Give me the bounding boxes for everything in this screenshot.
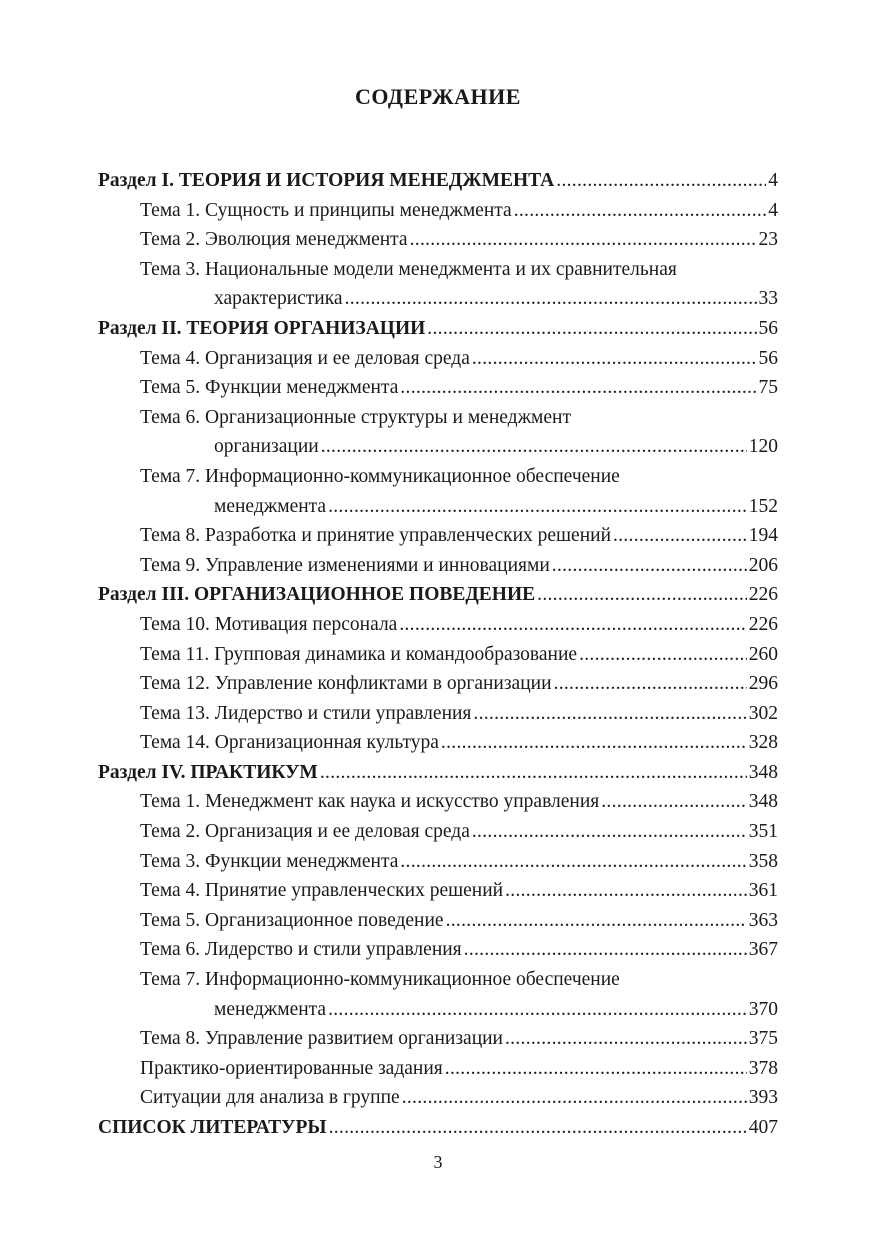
toc-entry-continuation[interactable]	[98, 284, 778, 314]
toc-leader-dots	[552, 551, 747, 581]
toc-entry-page: 4	[768, 170, 778, 191]
toc-entry-text: Тема 7. Информационно-коммуникационное обеспечение	[140, 465, 620, 487]
toc-leader-dots	[410, 225, 757, 255]
toc-leader-dots	[514, 196, 767, 226]
toc-entry-text: Ситуации для анализа в группе	[140, 1087, 400, 1109]
toc-leader-dots	[445, 1054, 747, 1084]
toc-entry-page: 378	[748, 1057, 778, 1079]
toc-entry[interactable]	[98, 906, 778, 936]
toc-leader-dots	[329, 1113, 747, 1143]
toc-entry-page: 296	[748, 673, 778, 695]
toc-entry-text: Тема 8. Управление развитием организации	[140, 1028, 503, 1050]
toc-entry-text: Тема 3. Функции менеджмента	[140, 850, 399, 872]
toc-entry-text: Тема 4. Организация и ее деловая среда	[140, 347, 470, 369]
toc-entry-text: менеджмента	[214, 495, 327, 517]
toc-entry[interactable]	[98, 255, 778, 285]
toc-entry-text: Тема 13. Лидерство и стили управления	[140, 702, 472, 724]
toc-entry-text: Тема 1. Менеджмент как наука и искусство управления	[140, 791, 600, 813]
toc-entry-page: 33	[758, 288, 778, 310]
toc-entry[interactable]	[98, 787, 778, 817]
toc-entry-page: 361	[748, 880, 778, 902]
toc-entry[interactable]	[98, 935, 778, 965]
toc-entry[interactable]	[98, 225, 778, 255]
toc-entry-page: 75	[758, 377, 778, 399]
toc-entry-page: 260	[748, 643, 778, 665]
toc-entry-section[interactable]	[98, 758, 778, 788]
toc-entry-section[interactable]	[98, 166, 778, 196]
toc-entry-section[interactable]	[98, 1113, 778, 1143]
toc-entry-text: Практико-ориентированные задания	[140, 1057, 443, 1079]
toc-leader-dots	[328, 492, 747, 522]
toc-leader-dots	[400, 373, 756, 403]
toc-entry-text: Тема 5. Организационное поведение	[140, 909, 444, 931]
toc-entry-page: 393	[748, 1087, 778, 1109]
toc-entry-text: Тема 12. Управление конфликтами в организации	[140, 673, 552, 695]
toc-leader-dots	[345, 284, 757, 314]
toc-entry-page: 56	[758, 317, 778, 339]
toc-entry[interactable]	[98, 344, 778, 374]
toc-entry-page: 23	[758, 229, 778, 251]
toc-entry-text: характеристика	[214, 288, 343, 310]
toc-leader-dots	[328, 995, 747, 1025]
toc-leader-dots	[601, 787, 747, 817]
toc-entry-page: 367	[748, 939, 778, 961]
toc-entry-page: 4	[768, 199, 778, 221]
toc-leader-dots	[402, 1083, 747, 1113]
toc-leader-dots	[472, 817, 747, 847]
toc-leader-dots	[537, 580, 747, 610]
page-number: 3	[433, 1152, 443, 1172]
toc-entry-section[interactable]	[98, 314, 778, 344]
toc-entry[interactable]	[98, 462, 778, 492]
toc-entry-text: Тема 5. Функции менеджмента	[140, 377, 399, 399]
toc-entry[interactable]	[98, 1024, 778, 1054]
toc-entry[interactable]	[98, 1083, 778, 1113]
toc-entry-page: 351	[748, 821, 778, 843]
toc-entry[interactable]	[98, 847, 778, 877]
toc-entry-page: 302	[748, 702, 778, 724]
toc-entry-page: 363	[748, 909, 778, 931]
toc-entry[interactable]	[98, 551, 778, 581]
toc-leader-dots	[400, 847, 746, 877]
toc-entry-section[interactable]	[98, 580, 778, 610]
table-of-contents	[98, 166, 778, 1143]
toc-entry-text: Раздел III. ОРГАНИЗАЦИОННОЕ ПОВЕДЕНИЕ	[98, 584, 536, 606]
toc-entry[interactable]	[98, 1054, 778, 1084]
toc-entry[interactable]	[98, 521, 778, 551]
toc-entry-text: Тема 1. Сущность и принципы менеджмента	[140, 199, 512, 221]
toc-entry[interactable]	[98, 699, 778, 729]
toc-leader-dots	[399, 610, 746, 640]
toc-entry[interactable]	[98, 817, 778, 847]
toc-entry-page: 348	[748, 761, 778, 783]
toc-leader-dots	[505, 1024, 747, 1054]
toc-entry-page: 120	[748, 436, 778, 458]
toc-entry-text: Тема 9. Управление изменениями и инновациями	[140, 554, 550, 576]
toc-entry-text: Тема 10. Мотивация персонала	[140, 613, 398, 635]
toc-entry-continuation[interactable]	[98, 432, 778, 462]
toc-entry[interactable]	[98, 728, 778, 758]
toc-entry-text: Раздел IV. ПРАКТИКУМ	[98, 761, 318, 783]
toc-entry-continuation[interactable]	[98, 492, 778, 522]
toc-entry[interactable]	[98, 640, 778, 670]
toc-entry-page: 152	[748, 495, 778, 517]
toc-entry-page: 358	[748, 850, 778, 872]
toc-entry-page: 194	[748, 525, 778, 547]
toc-entry-page: 370	[748, 998, 778, 1020]
toc-entry-page: 348	[748, 791, 778, 813]
toc-entry-text: Раздел II. ТЕОРИЯ ОРГАНИЗАЦИИ	[98, 317, 426, 339]
toc-leader-dots	[613, 521, 747, 551]
toc-entry-text: СПИСОК ЛИТЕРАТУРЫ	[98, 1117, 327, 1138]
toc-entry[interactable]	[98, 876, 778, 906]
toc-leader-dots	[554, 669, 747, 699]
toc-entry-text: Тема 7. Информационно-коммуникационное обеспечение	[140, 969, 620, 991]
toc-entry[interactable]	[98, 610, 778, 640]
toc-leader-dots	[320, 758, 747, 788]
toc-entry[interactable]	[98, 965, 778, 995]
toc-entry-page: 328	[748, 732, 778, 754]
toc-entry-text: Тема 2. Организация и ее деловая среда	[140, 821, 470, 843]
toc-entry-text: Тема 11. Групповая динамика и командообразование	[140, 643, 578, 665]
toc-leader-dots	[446, 906, 747, 936]
toc-entry-page: 226	[748, 584, 778, 606]
toc-entry-page: 375	[748, 1028, 778, 1050]
toc-leader-dots	[505, 876, 747, 906]
toc-entry-page: 226	[748, 613, 778, 635]
page-title: СОДЕРЖАНИЕ	[355, 84, 521, 109]
toc-entry-text: Тема 14. Организационная культура	[140, 732, 439, 754]
toc-leader-dots	[464, 935, 747, 965]
toc-leader-dots	[556, 166, 766, 196]
toc-entry-text: Тема 2. Эволюция менеджмента	[140, 229, 408, 251]
toc-leader-dots	[579, 640, 747, 670]
toc-entry-text: Тема 4. Принятие управленческих решений	[140, 880, 504, 902]
toc-entry-page: 206	[748, 554, 778, 576]
toc-entry-page: 407	[748, 1117, 778, 1138]
toc-entry-continuation[interactable]	[98, 995, 778, 1025]
toc-entry[interactable]	[98, 373, 778, 403]
toc-entry[interactable]	[98, 196, 778, 226]
toc-entry[interactable]	[98, 669, 778, 699]
toc-entry-text: Тема 8. Разработка и принятие управленческих решений	[140, 525, 612, 547]
toc-entry-text: Раздел I. ТЕОРИЯ И ИСТОРИЯ МЕНЕДЖМЕНТА	[98, 170, 555, 191]
toc-entry-text: Тема 6. Организационные структуры и менеджмент	[140, 406, 571, 428]
toc-leader-dots	[321, 432, 747, 462]
toc-entry[interactable]	[98, 403, 778, 433]
toc-entry-text: Тема 6. Лидерство и стили управления	[140, 939, 462, 961]
toc-entry-page: 56	[758, 347, 778, 369]
toc-entry-text: организации	[214, 436, 319, 458]
toc-leader-dots	[427, 314, 756, 344]
toc-leader-dots	[473, 699, 746, 729]
toc-entry-text: менеджмента	[214, 998, 327, 1020]
toc-entry-text: Тема 3. Национальные модели менеджмента и их сравнительная	[140, 258, 677, 280]
toc-leader-dots	[441, 728, 747, 758]
toc-leader-dots	[472, 344, 757, 374]
